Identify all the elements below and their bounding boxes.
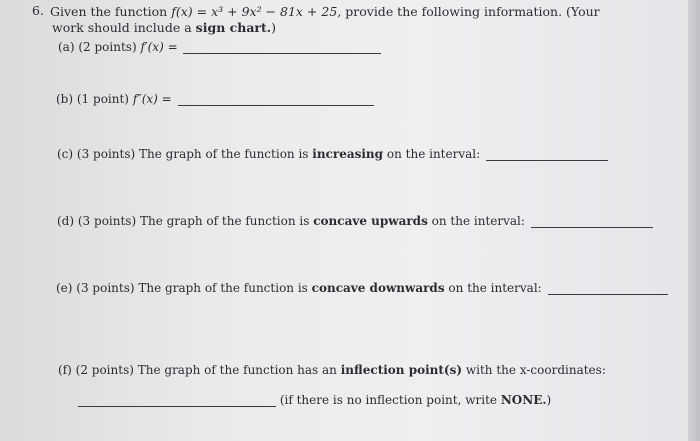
part-label: (b) — [56, 92, 74, 106]
answer-blank-d[interactable] — [531, 215, 653, 228]
question-number: 6. — [32, 3, 44, 18]
part-prompt: f″(x) = — [132, 92, 172, 106]
stem-close: ) — [271, 20, 277, 35]
part-a — [58, 40, 381, 54]
stem-text-cont: provide the following information. (Your — [345, 4, 600, 19]
part-text: The graph of the function has an — [137, 363, 337, 377]
page-edge — [688, 0, 700, 441]
part-e — [56, 281, 668, 295]
part-c — [57, 147, 608, 161]
stem-text: work should include a — [52, 20, 192, 35]
part-label: (c) — [57, 147, 74, 161]
stem-text: Given the function — [50, 4, 168, 19]
part-points: (3 points) — [77, 214, 137, 228]
function-expression: f(x) = x³ + 9x² − 81x + 25, — [171, 4, 342, 19]
part-points: (3 points) — [76, 281, 135, 295]
part-b — [56, 92, 374, 106]
note-text: (if there is no inflection point, write — [279, 393, 497, 407]
part-points: (2 points) — [78, 40, 137, 54]
part-points: (1 point) — [76, 92, 129, 106]
note-bold: NONE. — [500, 393, 547, 407]
part-text: The graph of the function is — [139, 147, 309, 161]
part-label: (f) — [58, 363, 72, 377]
part-text-cont: on the interval: — [448, 281, 542, 295]
part-f-answer-line — [78, 393, 551, 407]
part-bold: concave downwards — [311, 281, 445, 295]
question-stem-line1 — [50, 5, 600, 19]
part-text-cont: on the interval: — [386, 147, 481, 161]
part-points: (2 points) — [75, 363, 134, 377]
part-f — [58, 363, 606, 377]
part-bold: inflection point(s) — [340, 363, 463, 377]
part-text: The graph of the function is — [138, 281, 308, 295]
answer-blank-e[interactable] — [548, 282, 668, 295]
answer-blank-b[interactable] — [178, 93, 374, 106]
part-label: (d) — [57, 214, 75, 228]
note-close: ) — [546, 393, 552, 407]
part-points: (3 points) — [76, 147, 136, 161]
part-label: (a) — [58, 40, 75, 54]
part-text-cont: on the interval: — [431, 214, 525, 228]
part-bold: increasing — [312, 147, 384, 161]
answer-blank-c[interactable] — [486, 148, 608, 161]
answer-blank-f[interactable] — [78, 394, 276, 407]
answer-blank-a[interactable] — [183, 41, 381, 54]
part-text: The graph of the function is — [139, 214, 310, 228]
question-stem-line2 — [52, 21, 276, 35]
stem-bold: sign chart. — [195, 20, 272, 35]
part-bold: concave upwards — [313, 214, 428, 228]
part-text-cont: with the x-coordinates: — [465, 363, 606, 377]
part-label: (e) — [56, 281, 73, 295]
part-d — [57, 214, 653, 228]
part-prompt: f′(x) = — [140, 40, 178, 54]
